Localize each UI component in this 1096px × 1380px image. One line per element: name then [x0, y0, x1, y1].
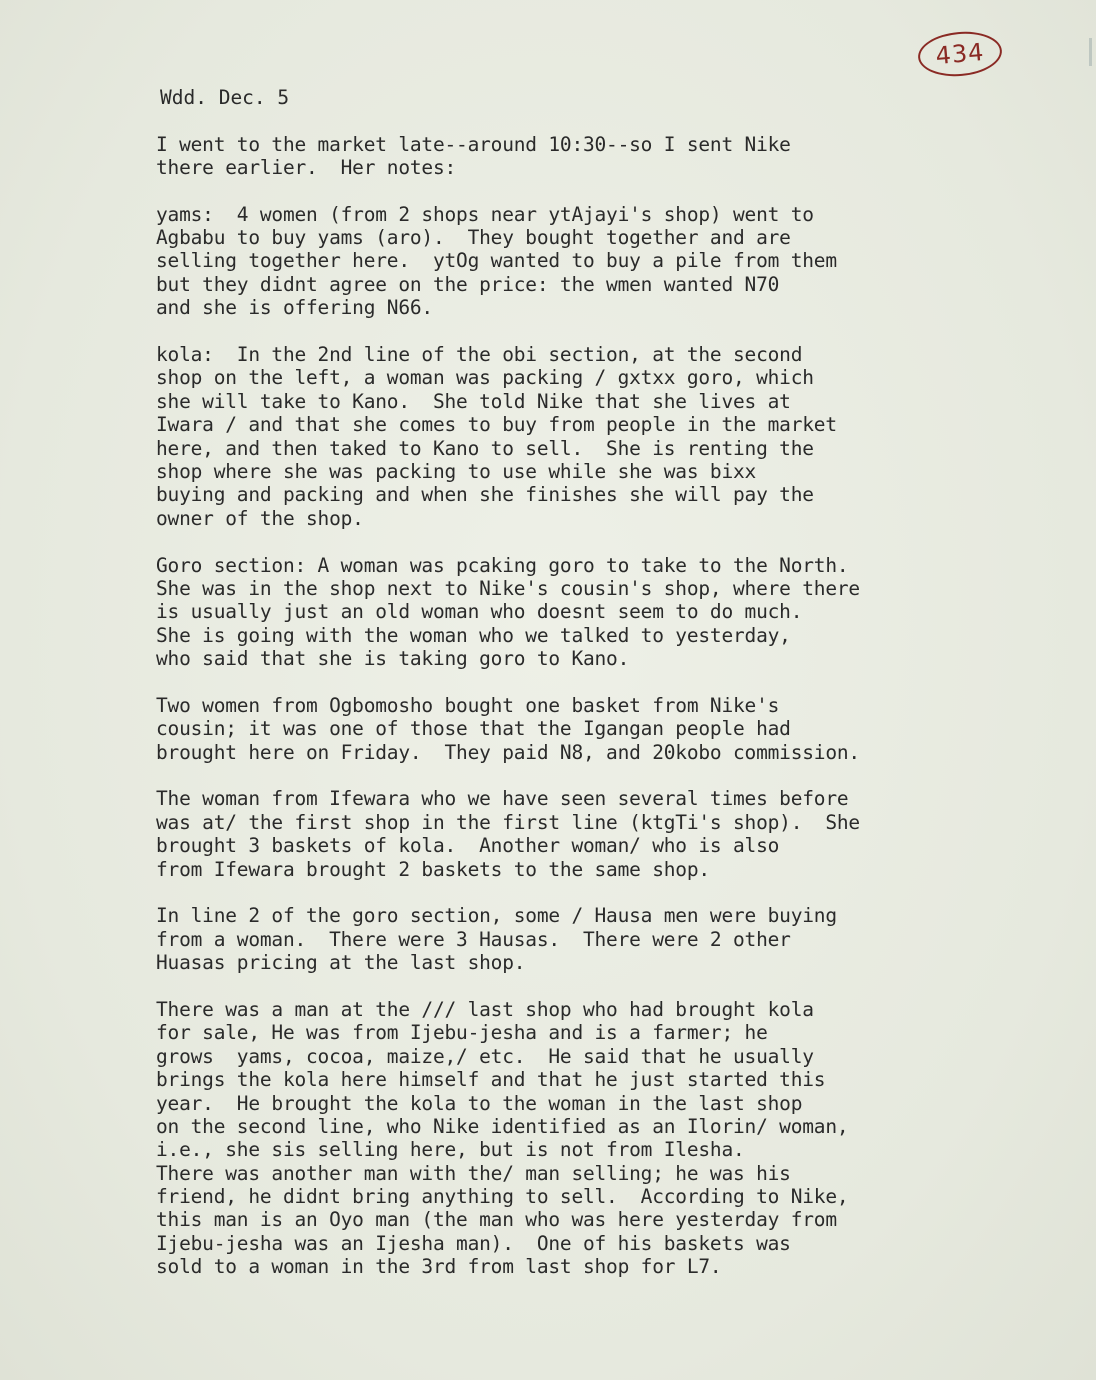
text-line: friend, he didnt bring anything to sell. According to Nike,: [156, 1185, 849, 1209]
text-line: cousin; it was one of those that the Igangan people had: [156, 717, 791, 741]
circled-page-number: 434: [916, 28, 1004, 79]
paragraph: [156, 203, 1036, 320]
paragraph: [156, 133, 1036, 180]
entry-date: Wdd. Dec. 5: [160, 86, 290, 109]
paragraph: [156, 554, 1036, 671]
text-line: is usually just an old woman who doesnt seem to do much.: [156, 600, 803, 624]
text-line: Ijebu-jesha was an Ijesha man). One of his baskets was: [156, 1231, 791, 1255]
text-line: she will take to Kano. She told Nike that she lives at: [156, 389, 791, 413]
text-line: was at/ the first shop in the first line (ktgTi's shop). She: [156, 810, 860, 834]
text-line: shop where she was packing to use while she was bixx: [156, 459, 757, 483]
text-line: year. He brought the kola to the woman in the last shop: [156, 1091, 803, 1115]
text-line: sold to a woman in the 3rd from last shop for L7.: [156, 1255, 722, 1279]
paragraph: [156, 694, 1036, 764]
text-line: Two women from Ogbomosho bought one basket from Nike's: [156, 693, 780, 717]
text-line: She is going with the woman who we talked to yesterday,: [156, 623, 791, 647]
text-line: shop on the left, a woman was packing / gxtxx goro, which: [156, 366, 814, 390]
paragraph: [156, 343, 1036, 530]
text-line: but they didnt agree on the price: the wmen wanted N70: [156, 272, 780, 296]
text-line: who said that she is taking goro to Kano.: [156, 647, 630, 671]
text-line: There was another man with the/ man selling; he was his: [156, 1161, 791, 1185]
paragraph: [156, 998, 1036, 1279]
text-line: from Ifewara brought 2 baskets to the same shop.: [156, 857, 710, 881]
text-line: i.e., she sis selling here, but is not from Ilesha.: [156, 1138, 745, 1162]
text-line: Agbabu to buy yams (aro). They bought together and are: [156, 226, 791, 250]
paragraph: [156, 904, 1036, 974]
document-body: [156, 86, 1036, 1302]
text-line: here, and then taked to Kano to sell. She is renting the: [156, 436, 814, 460]
text-line: yams: 4 women (from 2 shops near ytAjayi's shop) went to: [156, 202, 814, 226]
paragraph-list: [156, 133, 1036, 1279]
text-line: She was in the shop next to Nike's cousin's shop, where there: [156, 576, 860, 600]
text-line: Huasas pricing at the last shop.: [156, 951, 526, 975]
text-line: brought here on Friday. They paid N8, and 20kobo commission.: [156, 740, 860, 764]
edge-mark: [1089, 38, 1092, 66]
paragraph: [156, 787, 1036, 881]
text-line: kola: In the 2nd line of the obi section, at the second: [156, 343, 803, 367]
text-line: brings the kola here himself and that he just started this: [156, 1068, 826, 1092]
text-line: The woman from Ifewara who we have seen several times before: [156, 787, 849, 811]
text-line: and she is offering N66.: [156, 296, 433, 320]
text-line: this man is an Oyo man (the man who was here yesterday from: [156, 1208, 837, 1232]
text-line: on the second line, who Nike identified as an Ilorin/ woman,: [156, 1114, 849, 1138]
text-line: there earlier. Her notes:: [156, 155, 457, 179]
text-line: from a woman. There were 3 Hausas. There were 2 other: [156, 927, 791, 951]
text-line: Iwara / and that she comes to buy from people in the market: [156, 413, 837, 437]
text-line: There was a man at the /// last shop who had brought kola: [156, 997, 814, 1021]
text-line: grows yams, cocoa, maize,/ etc. He said that he usually: [156, 1044, 814, 1068]
text-line: owner of the shop.: [156, 506, 364, 530]
text-line: brought 3 baskets of kola. Another woman/ who is also: [156, 834, 780, 858]
text-line: I went to the market late--around 10:30--so I sent Nike: [156, 132, 791, 156]
text-line: buying and packing and when she finishes she will pay the: [156, 483, 814, 507]
text-line: selling together here. ytOg wanted to buy a pile from them: [156, 249, 837, 273]
text-line: Goro section: A woman was pcaking goro to take to the North.: [156, 553, 849, 577]
text-line: for sale, He was from Ijebu-jesha and is a farmer; he: [156, 1021, 768, 1045]
text-line: In line 2 of the goro section, some / Hausa men were buying: [156, 904, 837, 928]
